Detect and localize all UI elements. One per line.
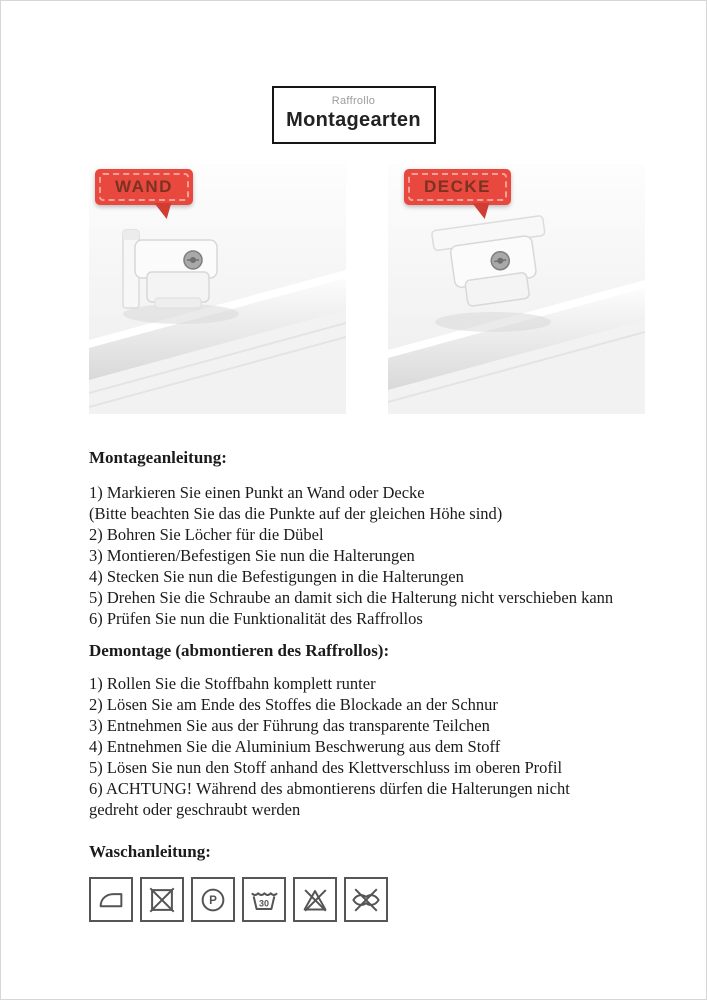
svg-text:P: P — [209, 893, 217, 907]
instruction-line: 4) Entnehmen Sie die Aluminium Beschwerung aus dem Stoff — [89, 737, 501, 756]
figure-wall-mount — [89, 164, 346, 414]
instruction-line: 1) Rollen Sie die Stoffbahn komplett runter — [89, 674, 376, 693]
do-not-wring-icon — [344, 877, 388, 922]
instruction-line: 6) ACHTUNG! Während des abmontierens dürfen die Halterungen nicht — [89, 779, 570, 798]
montage-list — [89, 482, 632, 629]
demontage-list — [89, 673, 632, 820]
montage-heading: Montageanleitung: — [89, 448, 227, 467]
instruction-line: 5) Lösen Sie nun den Stoff anhand des Klettverschluss im oberen Profil — [89, 758, 563, 777]
mounting-figures — [1, 164, 706, 414]
care-symbols — [89, 877, 632, 922]
instruction-line: gedreht oder geschraubt werden — [89, 800, 301, 819]
wall-ribbon-label: WAND — [95, 169, 193, 205]
brand-subtitle: Raffrollo — [331, 95, 376, 107]
instruction-line: 1) Markieren Sie einen Punkt an Wand oder Decke — [89, 483, 425, 502]
instruction-line: 2) Bohren Sie Löcher für die Dübel — [89, 525, 324, 544]
instruction-line: 4) Stecken Sie nun die Befestigungen in die Halterungen — [89, 567, 464, 586]
brand-title: Montagearten — [286, 109, 421, 131]
instruction-line: 6) Prüfen Sie nun die Funktionalität des Raffrollos — [89, 609, 423, 628]
instructions — [1, 447, 706, 922]
demontage-heading: Demontage (abmontieren des Raffrollos): — [89, 641, 390, 660]
figure-ceiling-mount — [388, 164, 645, 414]
dry-clean-p-icon — [191, 877, 235, 922]
do-not-bleach-icon — [293, 877, 337, 922]
do-not-dry-icon — [140, 877, 184, 922]
wash-30-icon — [242, 877, 286, 922]
instruction-line: 2) Lösen Sie am Ende des Stoffes die Blockade an der Schnur — [89, 695, 498, 714]
svg-text:30: 30 — [258, 897, 270, 908]
instruction-line: 5) Drehen Sie die Schraube an damit sich die Halterung nicht verschieben kann — [89, 588, 614, 607]
ceiling-ribbon-label: DECKE — [404, 169, 511, 205]
instruction-line: (Bitte beachten Sie das die Punkte auf der gleichen Höhe sind) — [89, 504, 503, 523]
wasch-heading: Waschanleitung: — [89, 842, 211, 861]
instruction-line: 3) Montieren/Befestigen Sie nun die Halterungen — [89, 546, 415, 565]
iron-icon — [89, 877, 133, 922]
brand-box — [272, 86, 436, 144]
instruction-line: 3) Entnehmen Sie aus der Führung das transparente Teilchen — [89, 716, 490, 735]
